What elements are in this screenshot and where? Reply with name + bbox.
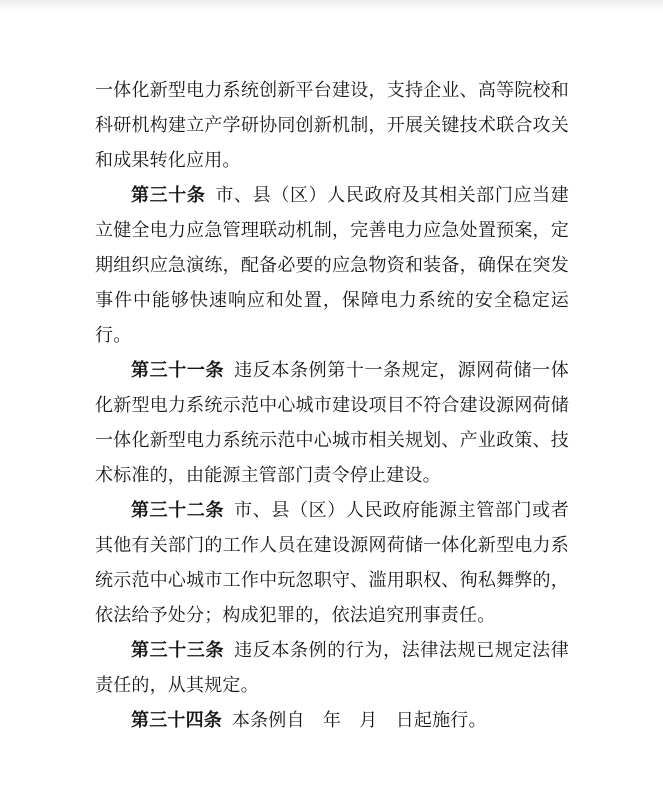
paragraph — [95, 633, 569, 703]
article-number: 第三十二条 — [131, 500, 225, 520]
paragraph-text: 违反本条例第十一条规定，源网荷储一体化新型电力系统示范中心城市建设项目不符合建设源网荷储一体化新型电力系统示范中心城市相关规划、产业政策、技术标准的，由能源主管部门责令停止建设。 — [95, 360, 570, 485]
paragraph — [95, 73, 569, 178]
article-number: 第三十一条 — [131, 360, 225, 380]
article-number: 第三十四条 — [131, 710, 222, 730]
paragraph-text: 市、县（区）人民政府能源主管部门或者其他有关部门的工作人员在建设源网荷储一体化新型电力系统示范中心城市工作中玩忽职守、滥用职权、徇私舞弊的，依法给予处分；构成犯罪的，依法追究刑事责任。 — [95, 500, 570, 625]
paragraph — [95, 353, 569, 493]
paragraph-text: 市、县（区）人民政府及其相关部门应当建立健全电力应急管理联动机制，完善电力应急处置预案，定期组织应急演练，配备必要的应急物资和装备，确保在突发事件中能够快速响应和处置，保障电力系统的安全稳定运行。 — [95, 185, 569, 345]
article-number: 第三十三条 — [131, 640, 225, 660]
paragraph-text: 一体化新型电力系统创新平台建设，支持企业、高等院校和科研机构建立产学研协同创新机制，开展关键技术联合攻关和成果转化应用。 — [95, 80, 569, 170]
article-number: 第三十条 — [131, 185, 206, 205]
paragraph — [95, 703, 569, 738]
page-top-shadow — [0, 0, 663, 10]
paragraph — [95, 178, 569, 353]
paragraph — [95, 493, 569, 633]
paragraph-text: 本条例自 年 月 日起施行。 — [231, 710, 487, 730]
document-body — [95, 73, 569, 738]
paragraph-text: 违反本条例的行为，法律法规已规定法律责任的，从其规定。 — [95, 640, 570, 695]
